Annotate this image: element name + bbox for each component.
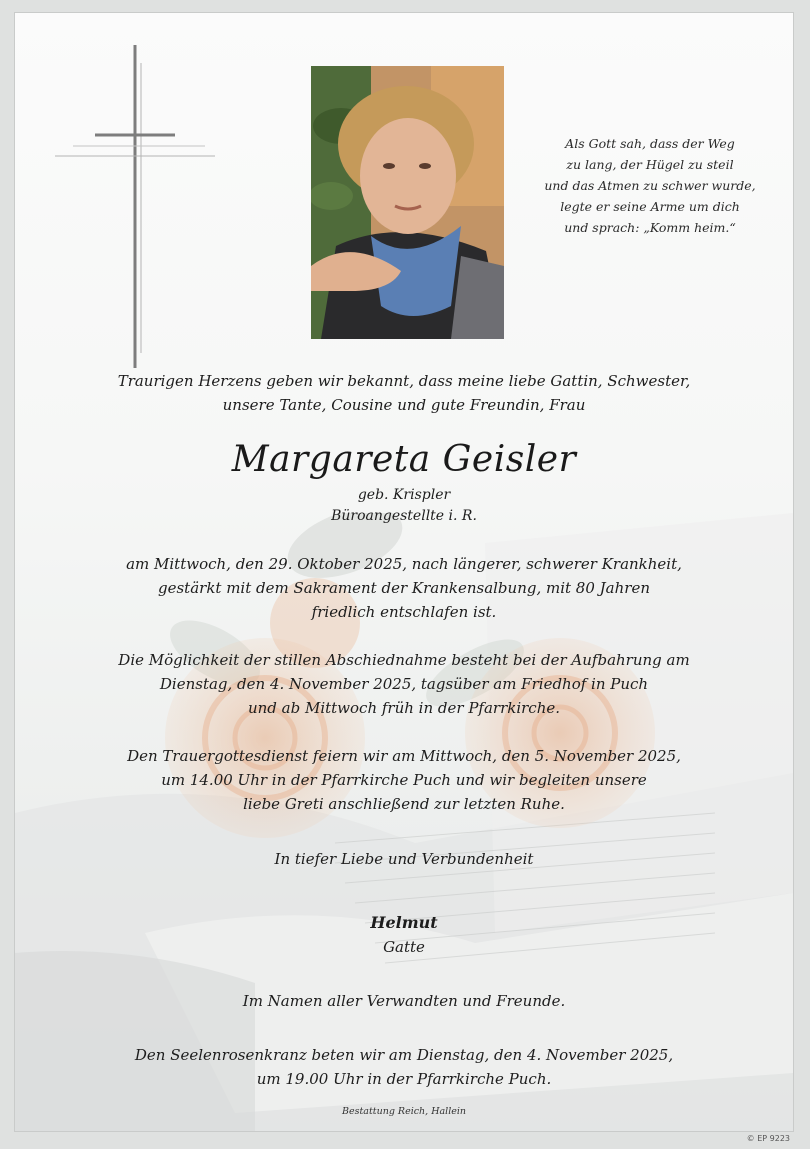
poem-line: und das Atmen zu schwer wurde, (544, 178, 756, 193)
intro-line: unsere Tante, Cousine und gute Freundin, Frau (222, 396, 586, 414)
relatives-text: Im Namen aller Verwandten und Freunde. (242, 992, 566, 1010)
cross-icon (55, 43, 220, 373)
notice-line: friedlich entschlafen ist. (311, 603, 497, 621)
funeral-home: Bestattung Reich, Hallein (341, 1106, 467, 1117)
birth-name: geb. Krispler (357, 487, 451, 503)
mourner (75, 911, 733, 959)
viewing-info (75, 648, 733, 720)
mourner-name: Helmut (370, 913, 438, 932)
closing-line (75, 847, 733, 871)
deceased-name: Margareta Geisler (231, 439, 577, 480)
occupation: Büroangestellte i. R. (331, 508, 477, 524)
viewing-line: Die Möglichkeit der stillen Abschiednahme besteht bei der Aufbahrung am (118, 651, 690, 669)
poem-line: legte er seine Arme um dich (560, 199, 740, 214)
poem (535, 133, 765, 238)
parte-card (14, 12, 794, 1132)
service-info (75, 744, 733, 816)
poem-line: Als Gott sah, dass der Weg (565, 136, 735, 151)
portrait-photo (311, 66, 504, 339)
closing-text: In tiefer Liebe und Verbundenheit (274, 850, 534, 868)
deceased-details (75, 485, 733, 527)
intro-line: Traurigen Herzens geben wir bekannt, dass meine liebe Gattin, Schwester, (117, 372, 691, 390)
rosary-line: um 19.00 Uhr in der Pfarrkirche Puch. (256, 1070, 552, 1088)
notice-line: am Mittwoch, den 29. Oktober 2025, nach längerer, schwerer Krankheit, (126, 555, 682, 573)
poem-line: und sprach: „Komm heim.“ (564, 220, 736, 235)
mourner-relation: Gatte (383, 938, 425, 956)
poem-line: zu lang, der Hügel zu steil (566, 157, 734, 172)
viewing-line: Dienstag, den 4. November 2025, tagsüber am Friedhof in Puch (159, 675, 649, 693)
viewing-line: und ab Mittwoch früh in der Pfarrkirche. (247, 699, 561, 717)
notice-line: gestärkt mit dem Sakrament der Krankensalbung, mit 80 Jahren (158, 579, 650, 597)
death-notice (75, 552, 733, 624)
service-line: um 14.00 Uhr in der Pfarrkirche Puch und wir begleiten unsere (161, 771, 647, 789)
rosary-info (75, 1043, 733, 1091)
relatives-line (75, 989, 733, 1013)
service-line: Den Trauergottesdienst feiern wir am Mittwoch, den 5. November 2025, (127, 747, 681, 765)
rosary-line: Den Seelenrosenkranz beten wir am Dienstag, den 4. November 2025, (134, 1046, 674, 1064)
copyright: © EP 9223 (746, 1134, 790, 1143)
service-line: liebe Greti anschließend zur letzten Ruhe. (243, 795, 565, 813)
intro-text (75, 369, 733, 417)
